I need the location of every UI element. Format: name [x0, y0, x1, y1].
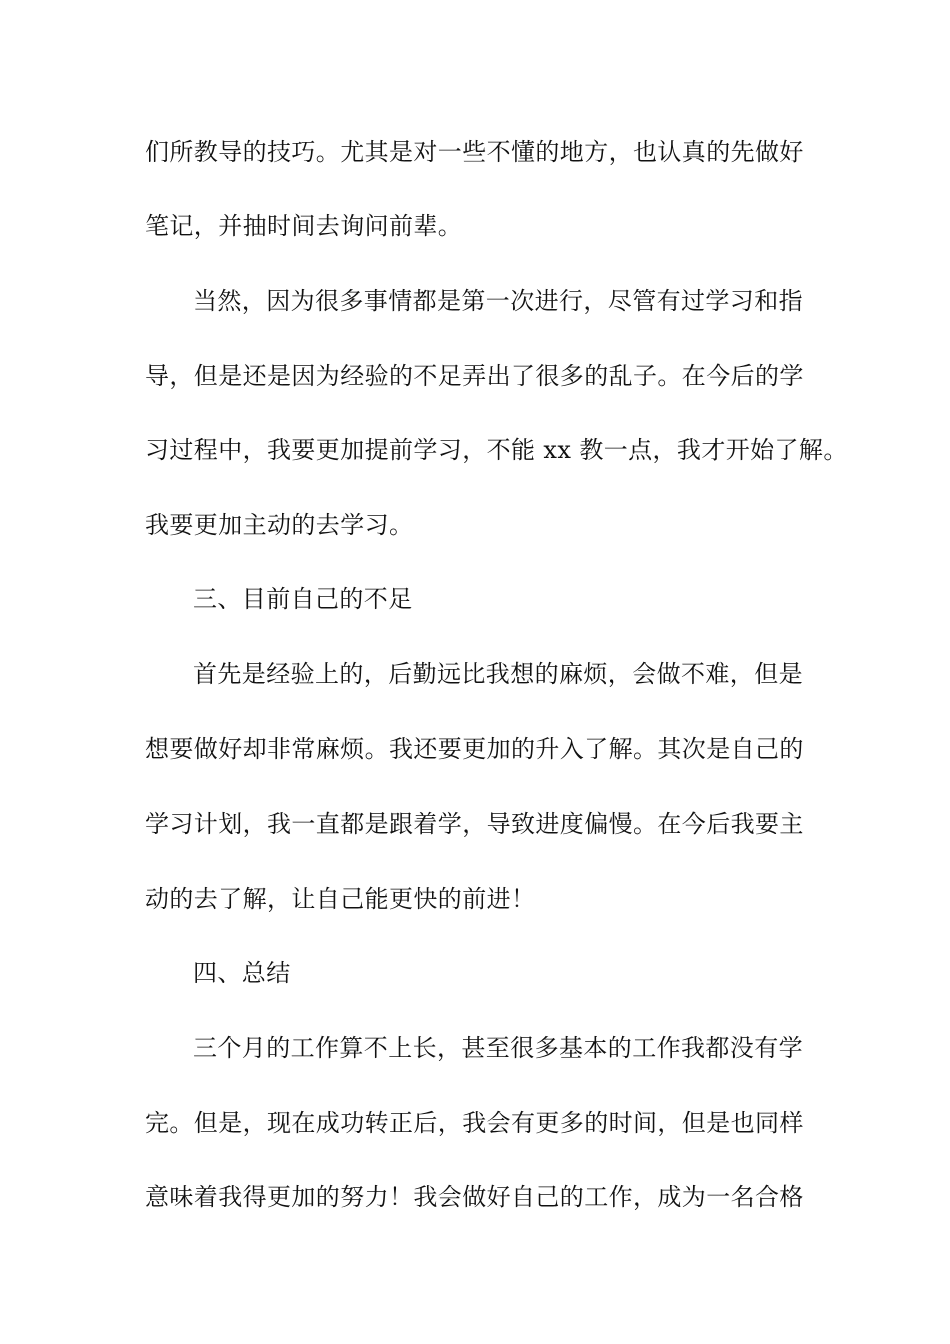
paragraph-start-line: 首先是经验上的，后勤远比我想的麻烦，会做不难，但是 [193, 660, 803, 688]
text-line: 习过程中，我要更加提前学习，不能 xx 教一点，我才开始了解。 [145, 436, 848, 464]
section-heading: 四、总结 [193, 959, 291, 987]
text-line: 们所教导的技巧。尤其是对一些不懂的地方，也认真的先做好 [145, 138, 804, 166]
section-heading: 三、目前自己的不足 [193, 585, 413, 613]
paragraph-start-line: 当然，因为很多事情都是第一次进行，尽管有过学习和指 [193, 287, 803, 315]
text-line: 我要更加主动的去学习。 [145, 511, 414, 539]
text-line: 想要做好却非常麻烦。我还要更加的升入了解。其次是自己的 [145, 735, 804, 763]
text-line: 动的去了解，让自己能更快的前进！ [145, 885, 536, 913]
text-line: 学习计划，我一直都是跟着学，导致进度偏慢。在今后我要主 [145, 810, 804, 838]
text-line: 完。但是，现在成功转正后，我会有更多的时间，但是也同样 [145, 1109, 804, 1137]
text-line: 笔记，并抽时间去询问前辈。 [145, 212, 463, 240]
text-line: 导，但是还是因为经验的不足弄出了很多的乱子。在今后的学 [145, 362, 804, 390]
paragraph-start-line: 三个月的工作算不上长，甚至很多基本的工作我都没有学 [193, 1034, 803, 1062]
text-line: 意味着我得更加的努力！我会做好自己的工作，成为一名合格 [145, 1183, 804, 1211]
